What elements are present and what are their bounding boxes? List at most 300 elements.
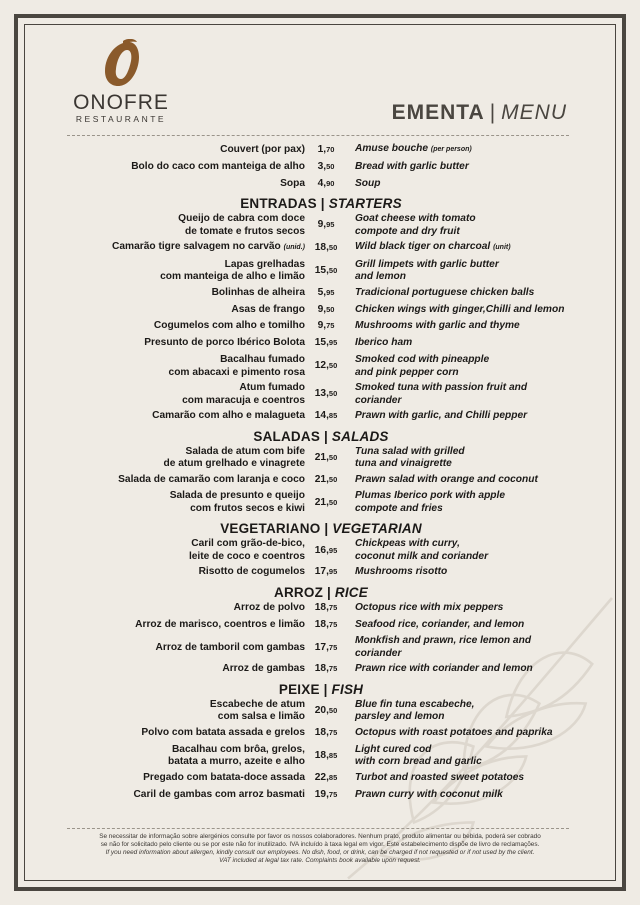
menu-item-row	[25, 354, 616, 379]
item-name-en	[355, 213, 595, 238]
item-price-dec: 75	[328, 727, 338, 737]
item-name-en-text: Amuse bouche	[355, 143, 429, 154]
item-name-en	[355, 304, 595, 317]
item-name-pt	[25, 161, 305, 174]
menu-item-row	[25, 337, 616, 350]
item-price-int: 18,	[314, 726, 329, 738]
item-price-dec: 90	[326, 178, 335, 188]
item-name-en-line	[355, 382, 595, 395]
item-name-en-line	[355, 337, 595, 350]
item-name-en	[355, 354, 595, 379]
item-price-int: 3,	[317, 160, 327, 172]
item-price-dec: 75	[326, 321, 335, 331]
item-name-en	[355, 382, 595, 407]
item-price-dec: 95	[328, 338, 338, 348]
item-price	[305, 497, 347, 510]
item-name-pt-line: com abacaxi e pimento rosa	[168, 366, 305, 378]
item-name-pt	[25, 619, 305, 632]
legal-footer	[49, 833, 591, 865]
item-price	[305, 545, 347, 558]
item-name-pt-line: Salada de camarão com laranja e coco	[118, 473, 305, 485]
item-price-dec: 50	[326, 304, 335, 314]
menu-item-row	[25, 727, 616, 740]
item-name-en-line	[355, 320, 595, 333]
section-title-en: FISH	[331, 681, 364, 697]
footer-pt-line-1: Se necessitar de informação sobre alergénios consulte por favor os nossos colaboradores. Nenhum prato, produto alimentar ou bebida, poderá ser cobrado	[99, 833, 541, 840]
menu-item-row	[25, 304, 616, 317]
item-price-dec: 50	[328, 452, 338, 462]
item-name-en-text: Smoked tuna with passion fruit and	[355, 382, 528, 394]
item-price-dec: 85	[328, 411, 338, 421]
item-name-en-line	[355, 744, 595, 757]
item-price-int: 9,	[317, 303, 327, 315]
item-name-pt-line: com maracuja e coentros	[182, 394, 305, 406]
item-price	[305, 663, 347, 676]
item-name-en	[355, 566, 595, 579]
item-name-pt-line: Bolinhas de alheira	[211, 286, 305, 298]
item-name-en-line	[355, 635, 595, 648]
item-price	[305, 619, 347, 632]
item-name-en-text: Prawn salad with orange and coconut	[355, 473, 538, 485]
item-name-en-line	[355, 446, 595, 459]
item-price	[305, 304, 347, 317]
item-price-dec: 75	[328, 602, 338, 612]
item-name-en-line	[355, 503, 595, 516]
menu-item-row	[25, 789, 616, 802]
item-name-en-line	[355, 538, 595, 551]
item-name-en-text: parsley and lemon	[355, 711, 445, 723]
item-price-int: 19,	[314, 788, 329, 800]
item-name-pt	[25, 566, 305, 579]
item-name-pt	[25, 727, 305, 740]
menu-item-row	[25, 474, 616, 487]
item-name-en-text: Mushrooms risotto	[355, 566, 448, 578]
item-name-en-line	[355, 566, 595, 579]
item-price	[305, 320, 347, 333]
section-heading	[25, 585, 616, 600]
item-price-dec: 50	[328, 266, 338, 276]
item-name-en	[355, 772, 595, 785]
menu-title	[392, 101, 567, 125]
item-name-pt-line: Sopa	[280, 177, 305, 189]
item-price-int: 17,	[314, 566, 329, 578]
item-name-en-text: coriander	[355, 647, 402, 659]
item-name-en	[355, 699, 595, 724]
item-name-en-line	[355, 551, 595, 564]
item-name-en-text: and lemon	[355, 271, 406, 283]
item-price-int: 18,	[314, 750, 329, 762]
item-name-pt	[25, 744, 305, 769]
item-price-int: 18,	[314, 663, 329, 675]
item-name-en-text: Prawn curry with coconut milk	[355, 788, 503, 800]
menu-item-row	[25, 602, 616, 615]
item-name-pt-line: de atum grelhado e vinagrete	[163, 458, 305, 470]
item-name-en-text: Wild black tiger on charcoal	[355, 241, 491, 253]
item-price	[305, 474, 347, 487]
item-name-pt-line: Pregado com batata-doce assada	[143, 771, 305, 783]
footer-en-line-1: If you need information about allergen, kindly consult our employees. No dish, food, or drink, can be charged if not requested or if not used by the client.	[105, 849, 535, 857]
item-name-en-line	[355, 490, 595, 503]
item-name-pt-line: Arroz de gambas	[222, 663, 305, 675]
item-name-pt	[25, 337, 305, 350]
item-price	[305, 337, 347, 350]
item-name-en-text: coconut milk and coriander	[355, 550, 489, 562]
item-price	[305, 388, 347, 401]
item-price-int: 15,	[314, 337, 329, 349]
item-price-dec: 50	[328, 497, 338, 507]
item-name-en	[355, 663, 595, 676]
item-price	[305, 727, 347, 740]
item-name-pt	[25, 178, 305, 191]
menu-item-row	[25, 143, 616, 157]
item-price	[305, 410, 347, 423]
item-price-int: 20,	[314, 705, 329, 717]
item-price-int: 9,	[317, 219, 327, 231]
item-name-en-text: tuna and vinaigrette	[355, 458, 452, 470]
item-price-dec: 95	[328, 545, 338, 555]
item-name-pt-line: Salada de atum com bife	[185, 445, 305, 457]
item-price-dec: 95	[328, 567, 338, 577]
item-price-dec: 75	[328, 642, 338, 652]
item-name-en-line	[355, 259, 595, 272]
item-price	[305, 566, 347, 579]
item-name-pt-line: Arroz de polvo	[233, 601, 305, 613]
menu-item-row	[25, 538, 616, 563]
item-price-int: 16,	[314, 544, 329, 556]
item-name-pt-line: Bacalhau com brôa, grelos,	[171, 743, 305, 755]
menu-item-row	[25, 699, 616, 724]
item-name-pt	[25, 772, 305, 785]
item-price-int: 4,	[317, 177, 327, 189]
item-price-dec: 50	[328, 242, 338, 252]
item-name-pt	[25, 304, 305, 317]
item-name-en	[355, 410, 595, 423]
item-name-pt-line: batata a murro, azeite e alho	[167, 756, 305, 768]
item-name-pt	[25, 144, 305, 157]
item-name-en-text: Plumas Iberico pork with apple	[355, 490, 506, 502]
onofre-logo-icon	[99, 39, 143, 89]
item-price	[305, 789, 347, 802]
item-name-pt	[25, 474, 305, 487]
menu-item-row	[25, 161, 616, 174]
brand-logo	[69, 39, 173, 124]
item-price-dec: 75	[328, 789, 338, 799]
menu-item-row	[25, 178, 616, 191]
item-name-pt-line: Salada de presunto e queijo	[169, 490, 305, 502]
menu-item-row	[25, 259, 616, 284]
item-name-en-line	[355, 410, 595, 423]
item-name-en-text: and pink pepper corn	[355, 366, 459, 378]
menu-list	[25, 143, 616, 805]
item-name-pt	[25, 382, 305, 407]
item-name-pt-line: leite de coco e coentros	[188, 550, 305, 562]
item-name-pt-line: Caril com grão-de-bico,	[191, 538, 305, 550]
item-name-en-text: Bread with garlic butter	[355, 160, 469, 172]
item-name-en	[355, 635, 595, 660]
item-name-en-text: Light cured cod	[355, 743, 432, 755]
item-name-en-line	[355, 395, 595, 408]
item-name-en	[355, 161, 595, 174]
item-price	[305, 219, 347, 232]
item-name-en-text: with corn bread and garlic	[355, 756, 482, 768]
section-title-pt: PEIXE |	[278, 681, 328, 697]
item-name-en-text: Octopus rice with mix peppers	[355, 601, 504, 613]
item-name-en-line	[355, 226, 595, 239]
item-price-int: 5,	[317, 286, 327, 298]
item-name-en-text: Soup	[355, 177, 381, 189]
section-title-en: STARTERS	[328, 196, 402, 212]
item-price-int: 22,	[314, 771, 329, 783]
item-price-int: 13,	[314, 388, 329, 400]
item-price-dec: 50	[326, 161, 335, 171]
item-price-int: 21,	[314, 496, 329, 508]
item-name-en	[355, 241, 595, 255]
item-price-int: 12,	[314, 360, 329, 372]
menu-title-en: MENU	[501, 101, 567, 124]
item-name-en-text: compote and dry fruit	[355, 225, 460, 237]
section-heading	[25, 682, 616, 697]
item-name-en	[355, 490, 595, 515]
item-name-en	[355, 287, 595, 300]
item-name-en-line	[355, 772, 595, 785]
item-name-en	[355, 538, 595, 563]
item-name-pt-line: Escabeche de atum	[209, 698, 305, 710]
item-name-en	[355, 744, 595, 769]
item-name-pt-line: Arroz de tamboril com gambas	[155, 641, 305, 653]
item-name-en-text: Iberico ham	[355, 337, 413, 349]
item-price-dec: 95	[326, 287, 335, 297]
item-name-pt	[25, 446, 305, 471]
item-name-en-text: Monkfish and prawn, rice lemon and	[355, 635, 532, 647]
item-name-en-line	[355, 619, 595, 632]
item-en-note: (per person)	[430, 146, 472, 153]
item-name-pt-line: Asas de frango	[231, 303, 305, 315]
item-name-en-line	[355, 756, 595, 769]
item-name-en-text: Prawn with garlic, and Chilli pepper	[355, 410, 528, 422]
menu-item-row	[25, 320, 616, 333]
item-name-en-text: Chicken wings with ginger,Chilli and lemon	[355, 303, 565, 315]
item-name-pt-line: Bolo do caco com manteiga de alho	[131, 160, 305, 172]
item-name-en-line	[355, 727, 595, 740]
item-name-pt	[25, 320, 305, 333]
item-name-pt-line: Camarão com alho e malagueta	[152, 410, 305, 422]
item-name-pt-line: com frutos secos e kiwi	[190, 502, 305, 514]
item-price-int: 21,	[314, 451, 329, 463]
item-name-en-text: Tuna salad with grilled	[355, 445, 465, 457]
item-price-int: 21,	[314, 473, 329, 485]
item-en-note: (unit)	[493, 244, 511, 252]
item-price	[305, 144, 347, 157]
item-name-pt	[25, 410, 305, 423]
menu-item-row	[25, 213, 616, 238]
item-name-en-text: coriander	[355, 394, 402, 406]
item-price-dec: 75	[328, 619, 338, 629]
item-name-en-line	[355, 789, 595, 802]
item-name-pt	[25, 490, 305, 515]
item-name-en-line	[355, 287, 595, 300]
item-name-en-text: Seafood rice, coriander, and lemon	[355, 618, 525, 630]
item-name-en-text: Grill limpets with garlic butter	[355, 258, 499, 270]
item-price	[305, 360, 347, 373]
menu-title-pt: EMENTA	[391, 101, 485, 124]
section-title-pt: ENTRADAS |	[240, 196, 325, 212]
item-name-en-text: Blue fin tuna escabeche,	[355, 698, 475, 710]
footer-divider	[67, 828, 569, 829]
item-name-pt	[25, 699, 305, 724]
item-name-pt	[25, 538, 305, 563]
item-name-en-text: Chickpeas with curry,	[355, 538, 460, 550]
section-heading	[25, 429, 616, 444]
item-name-en	[355, 727, 595, 740]
item-name-pt-line: Queijo de cabra com doce	[178, 213, 305, 225]
menu-item-row	[25, 490, 616, 515]
menu-item-row	[25, 744, 616, 769]
section-title-pt: VEGETARIANO |	[220, 521, 329, 537]
item-name-pt-line: Couvert (por pax)	[220, 143, 305, 155]
section-heading	[25, 196, 616, 211]
item-name-pt	[25, 259, 305, 284]
menu-item-row	[25, 287, 616, 300]
item-price-int: 14,	[314, 410, 329, 422]
menu-item-row	[25, 566, 616, 579]
item-unit-note: (unid.)	[283, 244, 305, 252]
item-name-pt-line: de tomate e frutos secos	[184, 225, 305, 237]
item-price-dec: 85	[328, 772, 338, 782]
item-price-int: 9,	[317, 320, 327, 332]
item-price	[305, 602, 347, 615]
item-name-en-line	[355, 213, 595, 226]
item-name-en-line	[355, 143, 595, 157]
item-name-en	[355, 178, 595, 191]
item-name-en-line	[355, 161, 595, 174]
item-name-en-text: Turbot and roasted sweet potatoes	[355, 771, 525, 783]
item-name-pt-line: Cogumelos com alho e tomilho	[153, 320, 305, 332]
item-name-pt	[25, 789, 305, 802]
item-name-en-text: Smoked cod with pineapple	[355, 354, 490, 366]
section-title-en: SALADS	[331, 428, 389, 444]
item-name-en-line	[355, 178, 595, 191]
item-name-en-text: Octopus with roast potatoes and paprika	[355, 726, 553, 738]
item-price-dec: 50	[328, 389, 338, 399]
item-name-en-text: Goat cheese with tomato	[355, 213, 476, 225]
item-name-pt-line: com salsa e limão	[217, 711, 305, 723]
item-price-int: 1,	[317, 143, 327, 155]
item-name-en-line	[355, 474, 595, 487]
item-price-int: 18,	[314, 241, 329, 253]
item-name-en-text: Prawn rice with coriander and lemon	[355, 663, 533, 675]
item-name-pt	[25, 602, 305, 615]
item-name-en-line	[355, 711, 595, 724]
menu-item-row	[25, 446, 616, 471]
item-price-int: 18,	[314, 601, 329, 613]
item-name-en-line	[355, 602, 595, 615]
item-name-en	[355, 320, 595, 333]
item-name-pt	[25, 241, 305, 255]
item-name-en	[355, 143, 595, 157]
item-price-dec: 70	[326, 144, 335, 154]
item-name-pt-line: com manteiga de alho e limão	[160, 271, 305, 283]
item-price-dec: 50	[328, 706, 338, 716]
item-price-int: 17,	[314, 641, 329, 653]
item-price	[305, 287, 347, 300]
item-name-pt	[25, 287, 305, 300]
item-name-pt-line	[25, 241, 305, 255]
item-name-pt-line: Bacalhau fumado	[220, 354, 305, 366]
item-name-en-text: Mushrooms with garlic and thyme	[355, 320, 520, 332]
item-price	[305, 772, 347, 785]
item-price	[305, 178, 347, 191]
item-name-en-line	[355, 304, 595, 317]
item-price-dec: 95	[326, 220, 335, 230]
menu-item-row	[25, 772, 616, 785]
item-name-en-line	[355, 648, 595, 661]
item-name-pt-line: Caril de gambas com arroz basmati	[133, 788, 305, 800]
item-name-en-line	[355, 354, 595, 367]
item-name-en-line	[355, 663, 595, 676]
item-name-en-line	[355, 271, 595, 284]
item-name-en-text: compote and fries	[355, 502, 443, 514]
item-name-en	[355, 789, 595, 802]
item-price	[305, 642, 347, 655]
item-name-en-line	[355, 458, 595, 471]
footer-pt-line-2: se não for solicitado pelo cliente ou se por este não for inutilizado. IVA incluído à taxa legal em vigor. Este estabelecimento dispõe de livro de reclamações.	[100, 841, 540, 849]
menu-page	[24, 24, 616, 881]
item-name-pt	[25, 354, 305, 379]
menu-item-row	[25, 635, 616, 660]
item-price	[305, 750, 347, 763]
menu-item-row	[25, 410, 616, 423]
item-name-pt-line: Polvo com batata assada e grelos	[141, 726, 305, 738]
item-name-en-line	[355, 241, 595, 255]
item-name-pt-line: Arroz de marisco, coentros e limão	[135, 618, 305, 630]
section-title-en: RICE	[334, 584, 368, 600]
menu-item-row	[25, 382, 616, 407]
item-price	[305, 452, 347, 465]
item-name-en-line	[355, 699, 595, 712]
item-price-dec: 50	[328, 361, 338, 371]
item-price-int: 15,	[314, 265, 329, 277]
item-price	[305, 242, 347, 255]
item-name-pt	[25, 213, 305, 238]
section-title-pt: SALADAS |	[253, 428, 328, 444]
menu-item-row	[25, 619, 616, 632]
section-title-en: VEGETARIAN	[332, 521, 422, 537]
item-name-en	[355, 602, 595, 615]
item-price	[305, 705, 347, 718]
item-name-en	[355, 474, 595, 487]
header-divider	[67, 135, 569, 136]
item-name-pt	[25, 642, 305, 655]
brand-name: ONOFRE	[73, 91, 169, 114]
item-price-dec: 85	[328, 751, 338, 761]
item-price-dec: 50	[328, 474, 338, 484]
item-name-pt-line: Atum fumado	[239, 382, 305, 394]
item-name-en-text: Tradicional portuguese chicken balls	[355, 286, 535, 298]
item-price-int: 18,	[314, 618, 329, 630]
section-heading	[25, 521, 616, 536]
item-name-pt-text: Camarão tigre salvagem no carvão	[112, 241, 281, 253]
item-name-pt	[25, 663, 305, 676]
item-name-en	[355, 337, 595, 350]
menu-item-row	[25, 241, 616, 255]
menu-item-row	[25, 663, 616, 676]
item-price	[305, 265, 347, 278]
footer-en-line-2: VAT included at legal tax rate. Complaints book available upon request.	[219, 857, 421, 865]
menu-title-separator: |	[489, 101, 497, 124]
item-price-dec: 75	[328, 664, 338, 674]
item-price	[305, 161, 347, 174]
item-name-en	[355, 619, 595, 632]
